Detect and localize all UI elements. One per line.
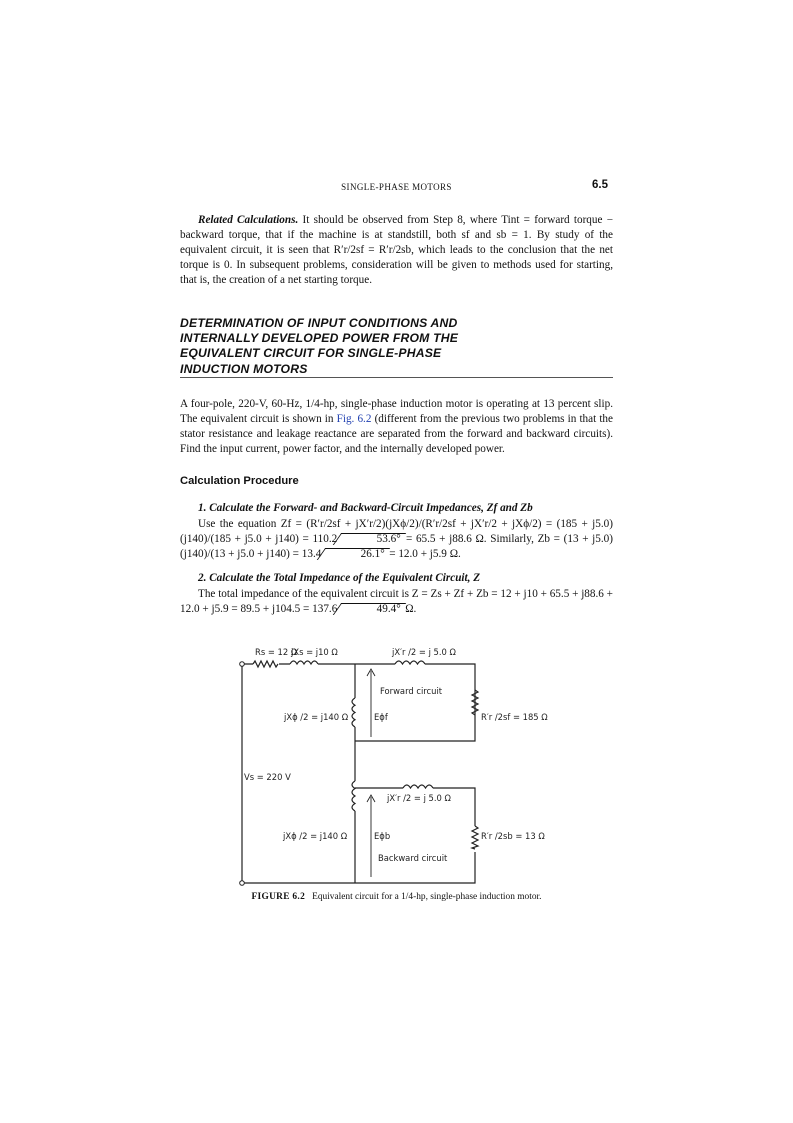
label-xr-top: jX′r /2 = j 5.0 Ω xyxy=(392,647,456,657)
step-1-text-b: = 65.5 + j88.6 Ω. Similarly, Zb = (13 + j5.0)(j140)/(13 + j5.0 + j140) = 13.4 xyxy=(180,532,613,560)
label-xs: jXs = j10 Ω xyxy=(291,647,338,657)
section-rule xyxy=(180,377,613,378)
label-ephi-b: Eϕb xyxy=(374,831,391,841)
figure-caption xyxy=(180,892,613,902)
procedure-heading: Calculation Procedure xyxy=(180,475,299,487)
terminal-bottom xyxy=(240,881,245,886)
step-1-heading: 1. Calculate the Forward- and Backward-Circuit Impedances, Zf and Zb xyxy=(198,502,533,514)
xphi-b-inductor xyxy=(352,781,355,811)
rs-resistor xyxy=(253,661,278,667)
intro-paragraph xyxy=(180,397,613,457)
terminal-top xyxy=(240,662,245,667)
label-rr-f: R′r /2sf = 185 Ω xyxy=(481,712,548,722)
step-2-text-a: The total impedance of the equivalent circuit is Z = Zs + Zf + Zb = 12 + j10 + 65.5 + j88.6 + 12.0 + j5.9 = 89.5 + j104.5 = 137.6 xyxy=(180,588,613,615)
step-1-text-a: Use the equation Zf = (R′r/2sf + jX′r/2)(jXϕ/2)/(R′r/2sf + jX′r/2 + jXϕ/2) = (185 + j5.0)(j140)/(185 + j5.0 + j140) = 110.2 xyxy=(180,518,613,545)
equivalent-circuit-figure xyxy=(235,643,548,888)
label-backward-circuit: Backward circuit xyxy=(378,853,448,863)
xr-top-inductor xyxy=(395,661,425,664)
step-1-text-c: = 12.0 + j5.9 Ω. xyxy=(386,547,461,560)
intro-text-b: (different from the previous two problems in that the stator resistance and leakage reactance are separated from the forward and backward circuits). Find the input current, power factor, and the internally developed power. xyxy=(180,412,613,455)
caption-label: FIGURE 6.2 xyxy=(251,892,306,902)
label-rs: Rs = 12 Ω xyxy=(255,647,298,657)
step-1-angle-a: 53.6° xyxy=(376,532,401,545)
label-xphi-b: jXϕ /2 = j140 Ω xyxy=(283,831,348,841)
angle-symbol xyxy=(333,603,406,615)
step-2-angle-a: 49.4° xyxy=(376,602,402,615)
angle-symbol xyxy=(317,548,390,560)
top-wire xyxy=(242,664,475,741)
label-vs: Vs = 220 V xyxy=(244,772,291,782)
step-1-angle-b: 26.1° xyxy=(361,547,386,560)
step-1-text xyxy=(180,517,613,562)
xphi-f-inductor xyxy=(352,698,355,727)
figure-link[interactable]: Fig. 6.2 xyxy=(336,412,372,425)
page-number: 6.5 xyxy=(592,179,608,191)
rr-f-resistor xyxy=(472,690,478,715)
running-title: SINGLE-PHASE MOTORS xyxy=(341,182,452,192)
related-lead: Related Calculations. xyxy=(198,214,299,226)
step-2-text xyxy=(180,587,613,617)
label-forward-circuit: Forward circuit xyxy=(380,686,443,696)
intro-text-a: A four-pole, 220-V, 60-Hz, 1/4-hp, single-phase induction motor is operating at 13 percent slip. The equivalent circuit is shown in xyxy=(180,398,613,425)
section-title: DETERMINATION OF INPUT CONDITIONS AND INTERNALLY DEVELOPED POWER FROM THE EQUIVALENT CIRCUIT FOR SINGLE-PHASE INDUCTION MOTORS xyxy=(180,316,459,376)
label-ephi-f: Eϕf xyxy=(374,712,388,722)
step-2-text-b: Ω. xyxy=(402,602,417,615)
xs-inductor xyxy=(290,661,318,664)
caption-text: Equivalent circuit for a 1/4-hp, single-phase induction motor. xyxy=(312,892,542,902)
label-xphi-f: jXϕ /2 = j140 Ω xyxy=(284,712,349,722)
related-text: It should be observed from Step 8, where Tint = forward torque − backward torque, that if the machine is at standstill, both sf and sb = 1. By study of the equivalent circuit, it is seen that R′r/2sf = R′r/2sb, which leads to the conclusion that the net torque is 0. In subsequent problems, consideration will be given to methods used for starting, that is, the creation of a net starting torque. xyxy=(180,214,613,286)
angle-symbol xyxy=(333,533,406,545)
rr-b-resistor xyxy=(472,826,478,849)
label-xr-bot: jX′r /2 = j 5.0 Ω xyxy=(387,793,451,803)
label-rr-b: R′r /2sb = 13 Ω xyxy=(481,831,545,841)
related-calculations-paragraph xyxy=(180,213,613,288)
xr-bot-inductor xyxy=(403,785,433,788)
step-2-heading: 2. Calculate the Total Impedance of the Equivalent Circuit, Z xyxy=(198,572,481,584)
